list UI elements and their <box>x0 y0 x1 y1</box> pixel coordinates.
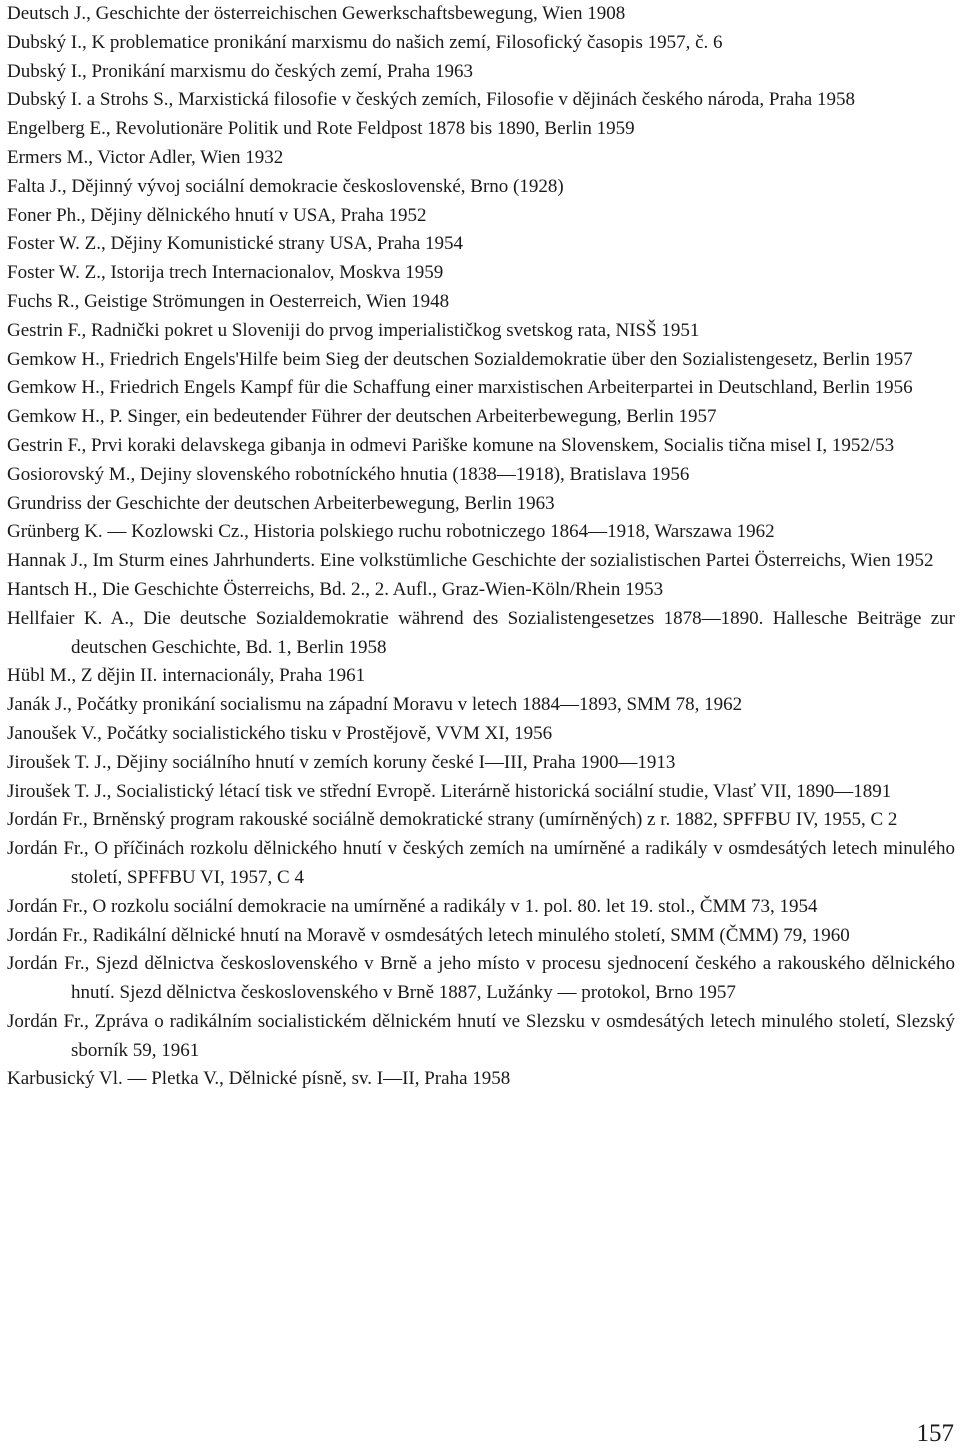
bibliography-entry: Gemkow H., P. Singer, ein bedeutender Führer der deutschen Arbeiterbewegung, Berlin 1957 <box>7 406 717 428</box>
bibliography-entry: Gemkow H., Friedrich Engels Kampf für die Schaffung einer marxistischen Arbeiterpartei in Deutschland, Berlin 1956 <box>7 377 913 399</box>
bibliography-entry: Janoušek V., Počátky socialistického tisku v Prostějově, VVM XI, 1956 <box>7 722 553 744</box>
bibliography-entry: Hübl M., Z dějin II. internacionály, Praha 1961 <box>7 665 366 687</box>
bibliography-list <box>7 0 955 1094</box>
bibliography-entry: Gestrin F., Prvi koraki delavskega gibanja in odmevi Pariške komune na Slovenskem, Socialis tična misel I, 1952/53 <box>7 434 895 456</box>
bibliography-entry: Hantsch H., Die Geschichte Österreichs, Bd. 2., 2. Aufl., Graz-Wien-Köln/Rhein 1953 <box>7 578 664 600</box>
bibliography-entry: Jordán Fr., Sjezd dělnictva československého v Brně a jeho místo v procesu sjednocení českého a rakouského dělnického hnutí. Sjezd dělnictva československého v Brně 1887, Lužánky — protokol, Brno 1957 <box>7 953 955 1004</box>
bibliography-entry: Jordán Fr., O příčinách rozkolu dělnického hnutí v českých zemích na umírněné a radikály v osmdesátých letech minulého století, SPFFBU VI, 1957, C 4 <box>7 838 955 888</box>
bibliography-entry: Dubský I., K problematice pronikání marxismu do našich zemí, Filosofický časopis 1957, č. 6 <box>7 31 723 53</box>
bibliography-entry: Deutsch J., Geschichte der österreichischen Gewerkschaftsbewegung, Wien 1908 <box>7 3 626 24</box>
bibliography-entry: Dubský I., Pronikání marxismu do českých zemí, Praha 1963 <box>7 60 473 82</box>
bibliography-entry: Jiroušek T. J., Socialistický létací tisk ve střední Evropě. Literárně historická sociální studie, Vlasť VII, 1890—1891 <box>7 780 892 802</box>
bibliography-entry: Foster W. Z., Istorija trech Internacionalov, Moskva 1959 <box>7 262 444 284</box>
bibliography-entry: Hannak J., Im Sturm eines Jahrhunderts. Eine volkstümliche Geschichte der sozialistischen Partei Österreichs, Wien 1952 <box>7 550 934 572</box>
page-number: 157 <box>916 1420 954 1447</box>
bibliography-entry: Falta J., Dějinný vývoj sociální demokracie československé, Brno (1928) <box>7 175 564 197</box>
bibliography-entry: Gemkow H., Friedrich Engels'Hilfe beim Sieg der deutschen Sozialdemokratie über den Sozialistengesetz, Berlin 1957 <box>7 348 913 370</box>
bibliography-entry: Jiroušek T. J., Dějiny sociálního hnutí v zemích koruny české I—III, Praha 1900—1913 <box>7 751 676 773</box>
bibliography-entry: Janák J., Počátky pronikání socialismu na západní Moravu v letech 1884—1893, SMM 78, 1962 <box>7 694 743 716</box>
bibliography-entry: Jordán Fr., Zpráva o radikálním socialistickém dělnickém hnutí ve Slezsku v osmdesátých letech minulého století, Slezský sborník 59, 1961 <box>7 1010 955 1061</box>
bibliography-entry: Engelberg E., Revolutionäre Politik und Rote Feldpost 1878 bis 1890, Berlin 1959 <box>7 118 635 140</box>
bibliography-entry: Jordán Fr., Brněnský program rakouské sociálně demokratické strany (umírněných) z r. 1882, SPFFBU IV, 1955, C 2 <box>7 809 898 831</box>
bibliography-entry: Grünberg K. — Kozlowski Cz., Historia polskiego ruchu robotniczego 1864—1918, Warszawa 1962 <box>7 521 775 543</box>
bibliography-entry: Jordán Fr., Radikální dělnické hnutí na Moravě v osmdesátých letech minulého století, SMM (ČMM) 79, 1960 <box>7 924 850 946</box>
bibliography-entry: Foner Ph., Dějiny dělnického hnutí v USA, Praha 1952 <box>7 204 427 226</box>
bibliography-entry: Gestrin F., Radnički pokret u Sloveniji do prvog imperialističkog svetskog rata, NISŠ 1951 <box>7 319 700 341</box>
bibliography-entry: Jordán Fr., O rozkolu sociální demokracie na umírněné a radikály v 1. pol. 80. let 19. stol., ČMM 73, 1954 <box>7 895 818 917</box>
bibliography-entry: Foster W. Z., Dějiny Komunistické strany USA, Praha 1954 <box>7 233 463 255</box>
bibliography-entry: Karbusický Vl. — Pletka V., Dělnické písně, sv. I—II, Praha 1958 <box>7 1068 511 1090</box>
bibliography-entry: Dubský I. a Strohs S., Marxistická filosofie v českých zemích, Filosofie v dějinách českého národa, Praha 1958 <box>7 89 855 111</box>
bibliography-entry: Hellfaier K. A., Die deutsche Sozialdemokratie während des Sozialistengesetzes 1878—1890. Hallesche Beiträge zur deutschen Geschichte, Bd. 1, Berlin 1958 <box>7 607 955 658</box>
bibliography-entry: Grundriss der Geschichte der deutschen Arbeiterbewegung, Berlin 1963 <box>7 492 555 514</box>
bibliography-entry: Ermers M., Victor Adler, Wien 1932 <box>7 146 284 168</box>
bibliography-entry: Fuchs R., Geistige Strömungen in Oesterreich, Wien 1948 <box>7 290 450 312</box>
bibliography-entry: Gosiorovský M., Dejiny slovenského robotníckého hnutia (1838—1918), Bratislava 1956 <box>7 463 690 485</box>
